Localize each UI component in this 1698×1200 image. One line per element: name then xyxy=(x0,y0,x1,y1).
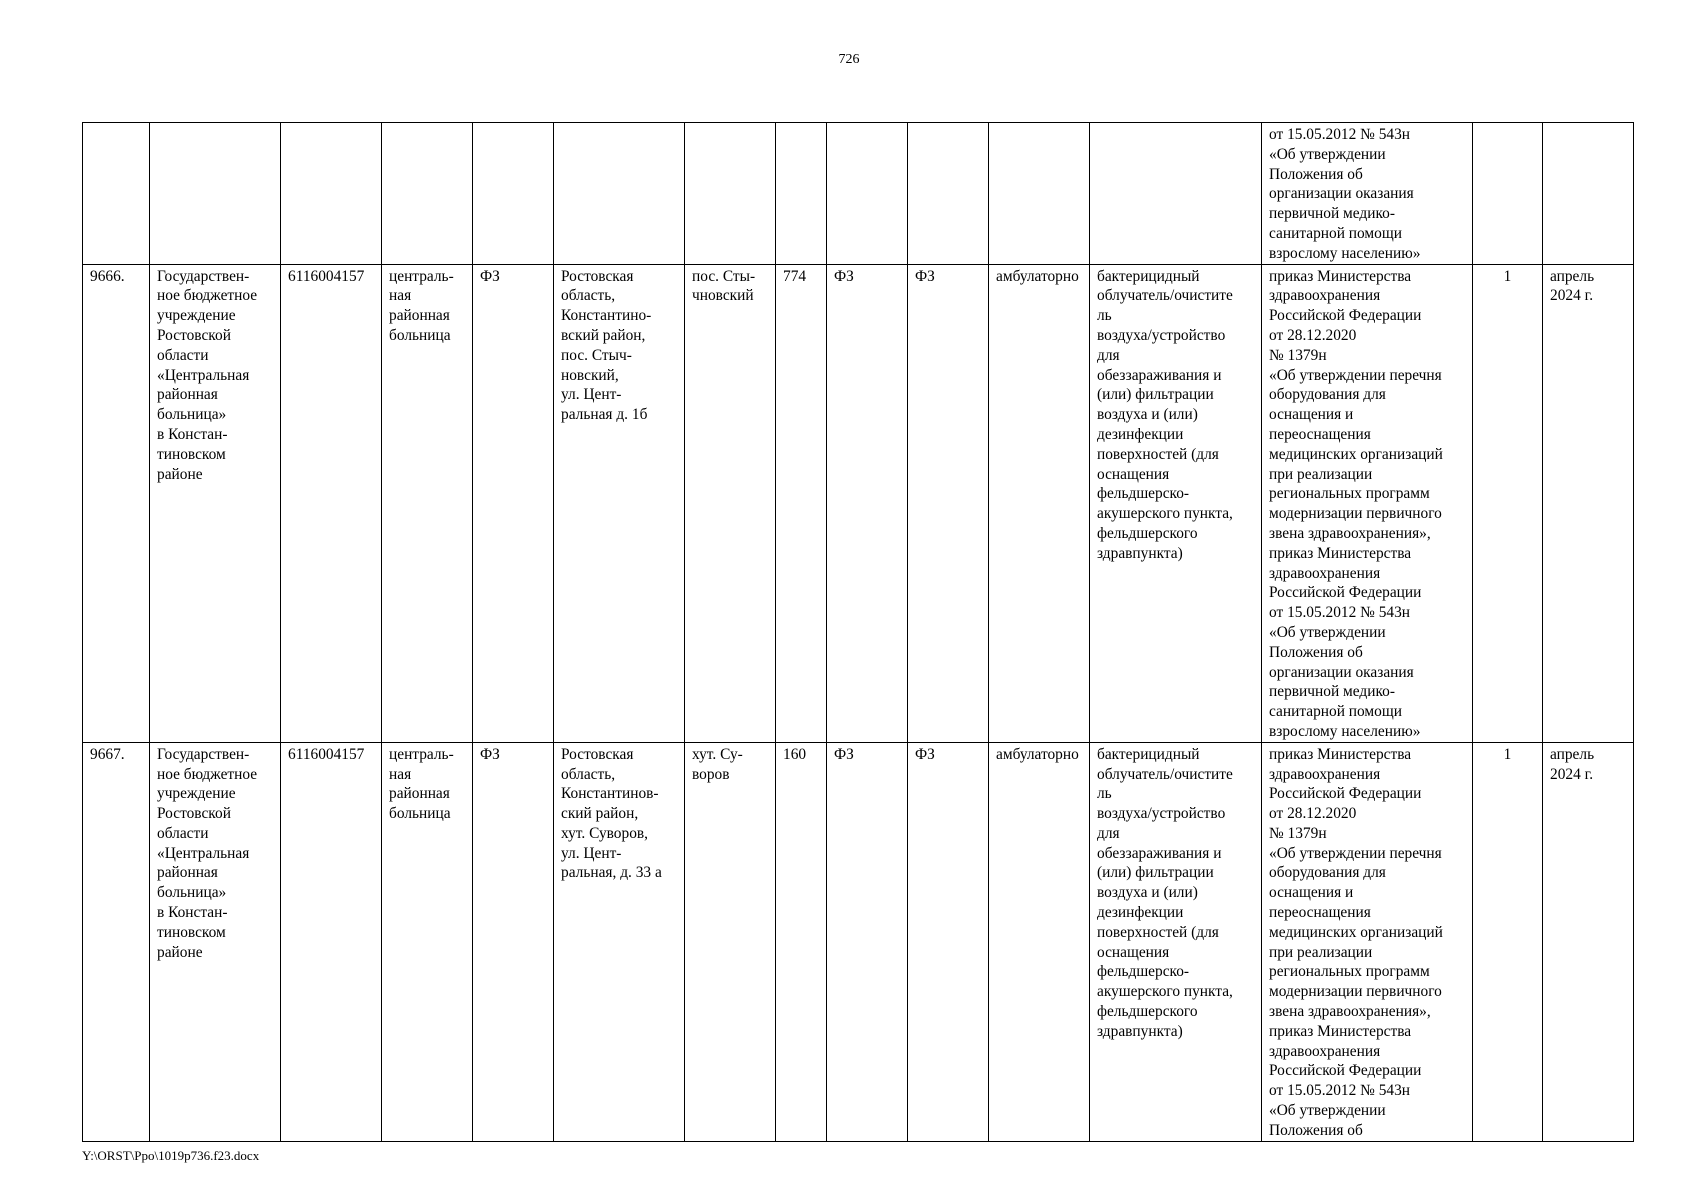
cell-equipment: бактерицидный облучатель/очистите ль воздуха/устройство для обеззараживания и (или) фильтрации воздуха и (или) дезинфекции поверхностей (для оснащения фельдшерско- акушерского пункта, фельдшерского здравпункта) xyxy=(1090,742,1262,1141)
cell-organization: Государствен- ное бюджетное учреждение Ростовской области «Центральная районная больница» в Констан- тиновском районе xyxy=(150,264,281,742)
cell-care-mode: амбулаторно xyxy=(989,264,1090,742)
cell-address: Ростовская область, Константино- вский район, пос. Стыч- новский, ул. Цент- ральная д. 1б xyxy=(554,264,685,742)
cell-organization xyxy=(150,123,281,265)
cell-unit-type: ФЗ xyxy=(473,264,554,742)
cell-number xyxy=(83,123,150,265)
cell-unit-type xyxy=(473,123,554,265)
cell-settlement: хут. Су- воров xyxy=(685,742,776,1141)
cell-care-mode: амбулаторно xyxy=(989,742,1090,1141)
cell-population xyxy=(776,123,827,265)
cell-quantity xyxy=(1473,123,1543,265)
cell-care-mode xyxy=(989,123,1090,265)
cell-unit-type-3 xyxy=(908,123,989,265)
cell-unit-type-2: ФЗ xyxy=(827,742,908,1141)
cell-unit-type-2 xyxy=(827,123,908,265)
cell-population: 160 xyxy=(776,742,827,1141)
cell-org-type xyxy=(382,123,473,265)
cell-unit-type: ФЗ xyxy=(473,742,554,1141)
cell-address: Ростовская область, Константинов- ский район, хут. Суворов, ул. Цент- ральная, д. 33 а xyxy=(554,742,685,1141)
cell-equipment xyxy=(1090,123,1262,265)
footer-file-path: Y:\ORST\Ppo\1019p736.f23.docx xyxy=(82,1148,260,1163)
table-row xyxy=(83,264,1634,742)
cell-quantity: 1 xyxy=(1473,264,1543,742)
cell-org-type: централь- ная районная больница xyxy=(382,264,473,742)
cell-date: апрель 2024 г. xyxy=(1543,742,1634,1141)
cell-number: 9667. xyxy=(83,742,150,1141)
cell-number: 9666. xyxy=(83,264,150,742)
cell-equipment: бактерицидный облучатель/очистите ль воздуха/устройство для обеззараживания и (или) фильтрации воздуха и (или) дезинфекции поверхностей (для оснащения фельдшерско- акушерского пункта, фельдшерского здравпункта) xyxy=(1090,264,1262,742)
cell-legal-basis: от 15.05.2012 № 543н «Об утверждении Положения об организации оказания первичной медико- санитарной помощи взрослому населению» xyxy=(1262,123,1473,265)
page-number: 726 xyxy=(838,52,860,67)
cell-unit-type-2: ФЗ xyxy=(827,264,908,742)
cell-org-type: централь- ная районная больница xyxy=(382,742,473,1141)
table-row xyxy=(83,742,1634,1141)
cell-population: 774 xyxy=(776,264,827,742)
cell-legal-basis: приказ Министерства здравоохранения Российской Федерации от 28.12.2020 № 1379н «Об утверждении перечня оборудования для оснащения и переоснащения медицинских организаций при реализации региональных программ модернизации первичного звена здравоохранения», приказ Министерства здравоохранения Российской Федерации от 15.05.2012 № 543н «Об утверждении Положения об xyxy=(1262,742,1473,1141)
table-row-continuation xyxy=(83,123,1634,265)
cell-legal-basis: приказ Министерства здравоохранения Российской Федерации от 28.12.2020 № 1379н «Об утверждении перечня оборудования для оснащения и переоснащения медицинских организаций при реализации региональных программ модернизации первичного звена здравоохранения», приказ Министерства здравоохранения Российской Федерации от 15.05.2012 № 543н «Об утверждении Положения об организации оказания первичной медико- санитарной помощи взрослому населению» xyxy=(1262,264,1473,742)
cell-date: апрель 2024 г. xyxy=(1543,264,1634,742)
cell-settlement xyxy=(685,123,776,265)
cell-date xyxy=(1543,123,1634,265)
cell-settlement: пос. Сты- чновский xyxy=(685,264,776,742)
cell-organization: Государствен- ное бюджетное учреждение Ростовской области «Центральная районная больница» в Констан- тиновском районе xyxy=(150,742,281,1141)
cell-unit-type-3: ФЗ xyxy=(908,264,989,742)
registry-table xyxy=(82,122,1634,1142)
cell-unit-type-3: ФЗ xyxy=(908,742,989,1141)
cell-inn: 6116004157 xyxy=(281,742,382,1141)
cell-inn: 6116004157 xyxy=(281,264,382,742)
cell-quantity: 1 xyxy=(1473,742,1543,1141)
cell-address xyxy=(554,123,685,265)
cell-inn xyxy=(281,123,382,265)
